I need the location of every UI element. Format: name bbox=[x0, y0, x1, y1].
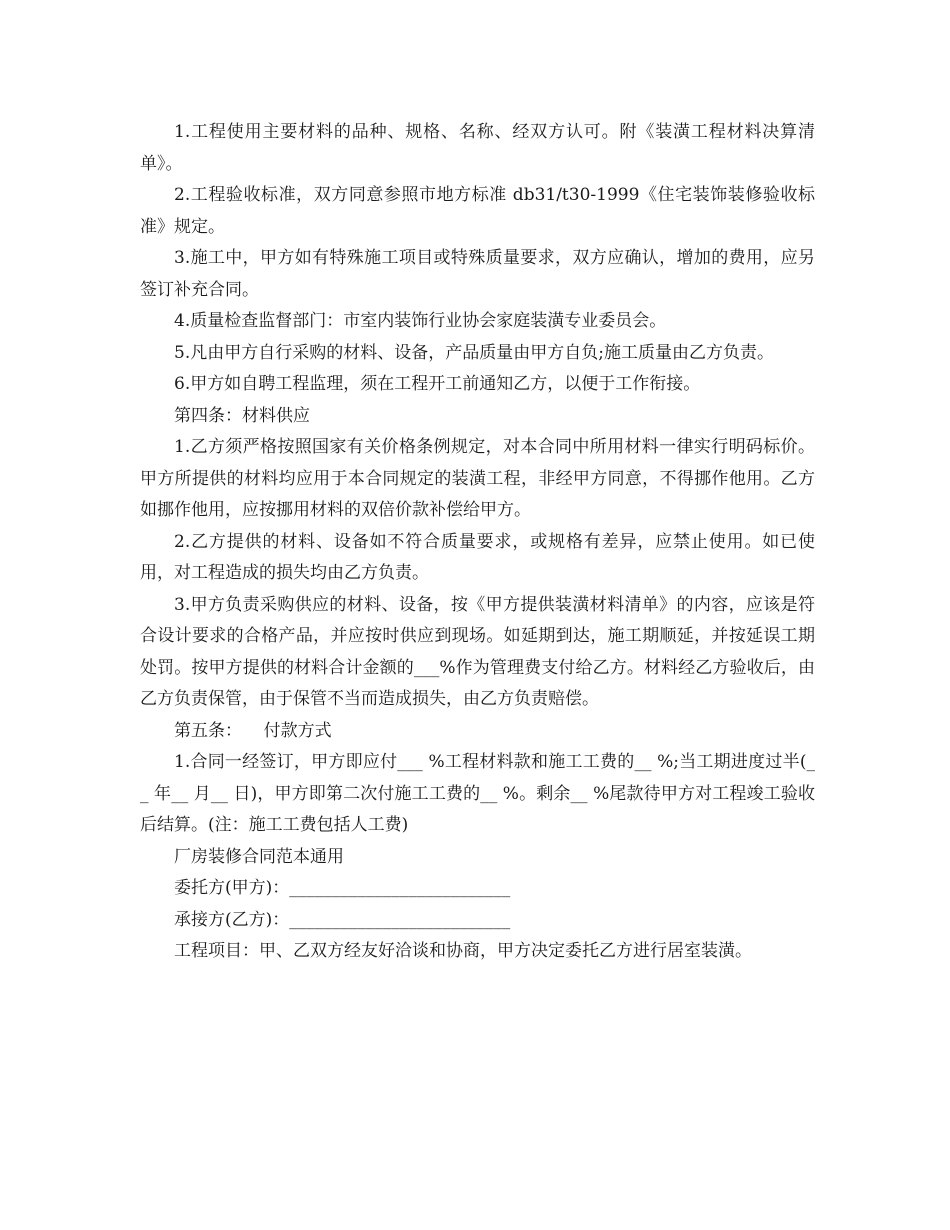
clause-price-marking: 1.乙方须严格按照国家有关价格条例规定，对本合同中所用材料一律实行明码标价。甲方所提供的材料均应用于本合同规定的装潢工程，非经甲方同意，不得挪作他用。乙方如挪作他用，应按挪用材料的双倍价款补偿给甲方。 bbox=[140, 437, 815, 520]
project-description: 工程项目：甲、乙双方经友好洽谈和协商，甲方决定委托乙方进行居室装潢。 bbox=[174, 941, 752, 961]
clause-supervision-department: 4.质量检查监督部门：市室内装饰行业协会家庭装潢专业委员会。 bbox=[174, 311, 667, 331]
contract-title: 厂房装修合同范本通用 bbox=[174, 846, 344, 867]
section-heading-material-supply: 第四条：材料供应 bbox=[174, 405, 310, 426]
clause-acceptance-standard: 2.工程验收标准，双方同意参照市地方标准 db31/t30-1999《住宅装饰装修验收标准》规定。 bbox=[140, 185, 815, 237]
clause-self-purchased-materials: 5.凡由甲方自行采购的材料、设备，产品质量由甲方自负;施工质量由乙方负责。 bbox=[174, 342, 774, 363]
clause-quality-mismatch: 2.乙方提供的材料、设备如不符合质量要求，或规格有差异，应禁止使用。如已使用，对工程造成的损失均由乙方负责。 bbox=[140, 531, 815, 583]
clause-party-a-procurement: 3.甲方负责采购供应的材料、设备，按《甲方提供装潢材料清单》的内容，应该是符合设计要求的合格产品，并应按时供应到现场。如延期到达，施工期顺延，并按延误工期处罚。按甲方提供的材料合计金额的___%作为管理费支付给乙方。材料经乙方验收后，由乙方负责保管，由于保管不当而造成损失，由乙方负责赔偿。 bbox=[140, 594, 815, 709]
clause-special-requirements: 3.施工中，甲方如有特殊施工项目或特殊质量要求，双方应确认，增加的费用，应另签订补充合同。 bbox=[140, 248, 815, 300]
contractor-party-line: 承接方(乙方)：__________________________ bbox=[174, 909, 511, 930]
clause-engineering-supervisor: 6.甲方如自聘工程监理，须在工程开工前通知乙方，以便于工作衔接。 bbox=[174, 374, 701, 394]
clause-payment-schedule: 1.合同一经签订，甲方即应付___ %工程材料款和施工工费的__ %;当工期进度过半(__ 年__ 月__ 日)，甲方即第二次付施工工费的__ %。剩余__ %尾款待甲方对工程竣工验收后结算。(注：施工工费包括人工费) bbox=[140, 752, 815, 835]
section-heading-payment-method: 第五条： 付款方式 bbox=[174, 720, 332, 741]
contract-body bbox=[140, 117, 815, 968]
principal-party-line: 委托方(甲方)：__________________________ bbox=[174, 878, 511, 898]
clause-material-approval: 1.工程使用主要材料的品种、规格、名称、经双方认可。附《装潢工程材料决算清单》。 bbox=[140, 122, 815, 174]
